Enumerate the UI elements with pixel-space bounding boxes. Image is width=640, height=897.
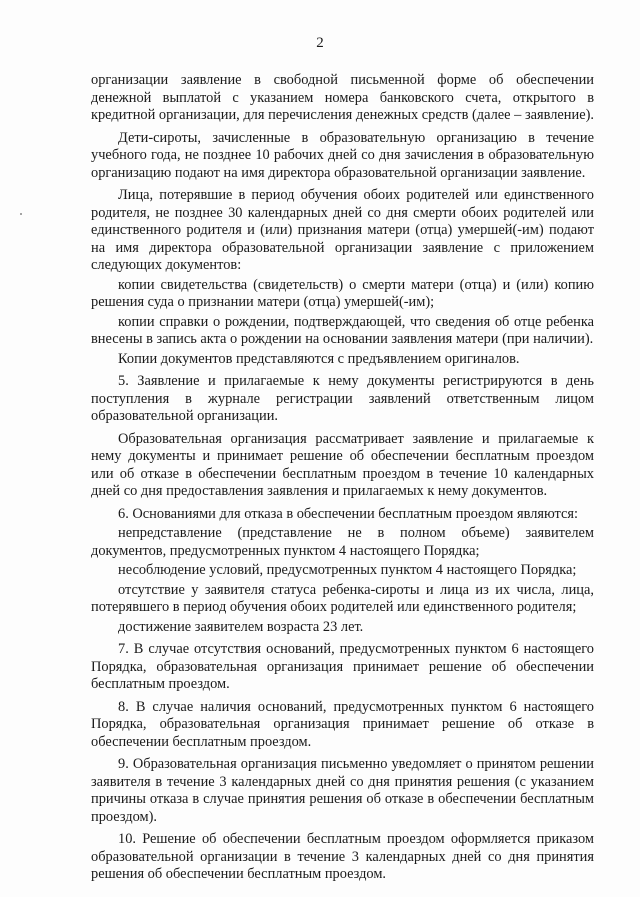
paragraph-continuation: организации заявление в свободной письменной форме об обеспечении денежной выплатой с указанием номера банковского счета, открытого в кредитной организации, для перечисления денежных средств (далее – заявление).	[91, 72, 594, 123]
paragraph-death-certificates: копии свидетельства (свидетельств) о смерти матери (отца) и (или) копию решения суда о признании матери (отца) умершей(-им);	[91, 276, 594, 310]
paragraph-review: Образовательная организация рассматривает заявление и прилагаемые к нему документы и принимает решение об обеспечении бесплатным проездом или об отказе в обеспечении бесплатным проездом в течение 10 календарных дней со дня предоставления заявления и прилагаемых к нему документов.	[91, 430, 594, 499]
paragraph-lost-parents: Лица, потерявшие в период обучения обоих родителей или единственного родителя, не позднее 30 календарных дней со дня смерти обоих родителей или единственного родителя и (или) признания матери (отца) умершей(-им) подают на имя директора образовательной организации заявление с приложением следующих документов:	[91, 187, 594, 273]
paragraph-refusal-ground-4: достижение заявителем возраста 23 лет.	[118, 618, 364, 635]
paragraph-refusal-ground-2: несоблюдение условий, предусмотренных пунктом 4 настоящего Порядка;	[118, 562, 577, 578]
paragraph-item-10: 10. Решение об обеспечении бесплатным проездом оформляется приказом образовательной организации в течение 3 календарных дней со дня принятия решения об обеспечении бесплатным проездом.	[91, 831, 594, 882]
document-body	[91, 72, 594, 886]
paragraph-originals: Копии документов представляются с предъявлением оригиналов.	[118, 350, 520, 367]
paragraph-item-7: 7. В случае отсутствия оснований, предусмотренных пунктом 6 настоящего Порядка, образовательная организация принимает решение об обеспечении бесплатным проездом.	[91, 641, 594, 692]
scan-speck	[20, 213, 22, 215]
paragraph-refusal-ground-1: непредставление (представление не в полном объеме) заявителем документов, предусмотренных пунктом 4 настоящего Порядка;	[91, 525, 594, 559]
paragraph-refusal-ground-3: отсутствие у заявителя статуса ребенка-сироты и лица из их числа, лица, потерявшего в период обучения обоих родителей или единственного родителя;	[91, 581, 594, 615]
page-number: 2	[316, 35, 324, 51]
paragraph-orphans-enrolled: Дети-сироты, зачисленные в образовательную организацию в течение учебного года, не позднее 10 рабочих дней со дня зачисления в образовательную организацию подают на имя директора образовательной организации заявление.	[91, 129, 594, 181]
paragraph-birth-certificate: копии справки о рождении, подтверждающей, что сведения об отце ребенка внесены в запись акта о рождении на основании заявления матери (при наличии).	[91, 313, 594, 347]
paragraph-item-8: 8. В случае наличия оснований, предусмотренных пунктом 6 настоящего Порядка, образовательная организация принимает решение об отказе в обеспечении бесплатным проездом.	[91, 698, 594, 750]
paragraph-item-6: 6. Основаниями для отказа в обеспечении бесплатным проездом являются:	[118, 505, 579, 522]
paragraph-item-9: 9. Образовательная организация письменно уведомляет о принятом решении заявителя в течение 3 календарных дней со дня принятия решения (с указанием причины отказа в случае принятия решения об отказе в обеспечении бесплатным проездом).	[91, 756, 594, 825]
paragraph-item-5: 5. Заявление и прилагаемые к нему документы регистрируются в день поступления в журнале регистрации заявлений ответственным лицом образовательной организации.	[91, 373, 594, 424]
